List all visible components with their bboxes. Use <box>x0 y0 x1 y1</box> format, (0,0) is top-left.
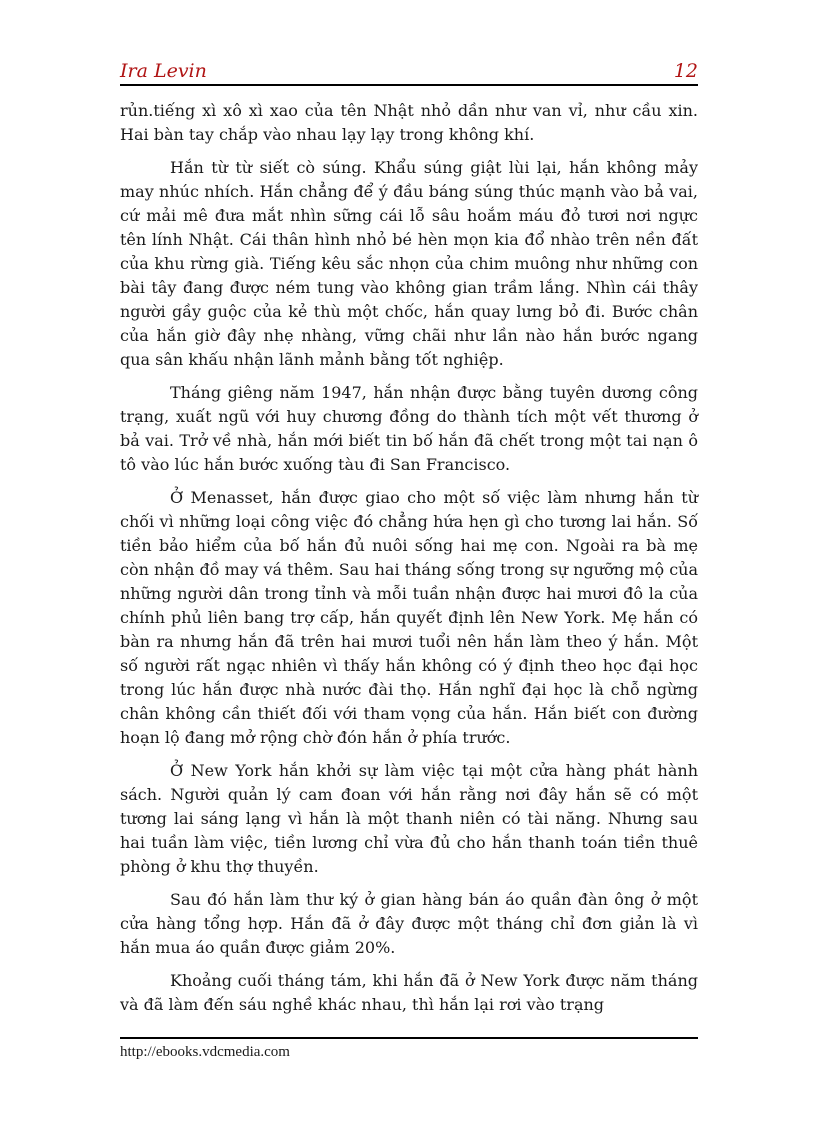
paragraph: Sau đó hắn làm thư ký ở gian hàng bán áo quần đàn ông ở một cửa hàng tổng hợp. Hắn đã ở đây được một tháng chỉ đơn giản là vì hắn mua áo quần được giảm 20%. <box>120 890 698 957</box>
running-header <box>120 58 698 86</box>
footer-url-link[interactable]: http://ebooks.vdcmedia.com <box>120 1044 290 1060</box>
paragraph: Hắn từ từ siết cò súng. Khẩu súng giật lùi lại, hắn không mảy may nhúc nhích. Hắn chẳng để ý đầu báng súng thúc mạnh vào bả vai, cứ mải mê đưa mắt nhìn sững cái lỗ sâu hoắm máu đỏ tươi nơi ngực tên lính Nhật. Cái thân hình nhỏ bé hèn mọn kia đổ nhào trên nền đất của khu rừng già. Tiếng kêu sắc nhọn của chim muông như những con bài tây đang được ném tung vào không gian trầm lắng. Nhìn cái thây người gầy guộc của kẻ thù một chốc, hắn quay lưng bỏ đi. Bước chân của hắn giờ đây nhẹ nhàng, vững chãi như lần nào hắn bước ngang qua sân khấu nhận lãnh mảnh bằng tốt nghiệp. <box>120 158 698 369</box>
header-author: Ira Levin <box>120 60 207 82</box>
page-number: 12 <box>673 60 698 82</box>
paragraph: Ở New York hắn khởi sự làm việc tại một cửa hàng phát hành sách. Người quản lý cam đoan với hắn rằng nơi đây hắn sẽ có một tương lai sáng lạng vì hắn là một thanh niên có tài năng. Nhưng sau hai tuần làm việc, tiền lương chỉ vừa đủ cho hắn thanh toán tiền thuê phòng ở khu thợ thuyền. <box>120 761 698 876</box>
paragraph: Ở Menasset, hắn được giao cho một số việc làm nhưng hắn từ chối vì những loại công việc đó chẳng hứa hẹn gì cho tương lai hắn. Số tiền bảo hiểm của bố hắn đủ nuôi sống hai mẹ con. Ngoài ra bà mẹ còn nhận đồ may vá thêm. Sau hai tháng sống trong sự ngưỡng mộ của những người dân trong tỉnh và mỗi tuần nhận được hai mươi đô la của chính phủ liên bang trợ cấp, hắn quyết định lên New York. Mẹ hắn có bàn ra nhưng hắn đã trên hai mươi tuổi nên hắn làm theo ý hắn. Một số người rất ngạc nhiên vì thấy hắn không có ý định theo học đại học trong lúc hắn được nhà nước đài thọ. Hắn nghĩ đại học là chỗ ngừng chân không cần thiết đối với tham vọng của hắn. Hắn biết con đường hoạn lộ đang mở rộng chờ đón hắn ở phía trước. <box>120 488 698 747</box>
footer-rule <box>120 1037 698 1039</box>
paragraph: Tháng giêng năm 1947, hắn nhận được bằng tuyên dương công trạng, xuất ngũ với huy chương đồng do thành tích một vết thương ở bả vai. Trở về nhà, hắn mới biết tin bố hắn đã chết trong một tai nạn ô tô vào lúc hắn bước xuống tàu đi San Francisco. <box>120 383 698 474</box>
body-text <box>120 99 698 1026</box>
paragraph: Khoảng cuối tháng tám, khi hắn đã ở New York được năm tháng và đã làm đến sáu nghề khác nhau, thì hắn lại rơi vào trạng <box>120 971 698 1014</box>
paragraph: rủn.tiếng xì xô xì xao của tên Nhật nhỏ dần như van vỉ, như cầu xin. Hai bàn tay chắp vào nhau lạy lạy trong không khí. <box>120 101 698 144</box>
